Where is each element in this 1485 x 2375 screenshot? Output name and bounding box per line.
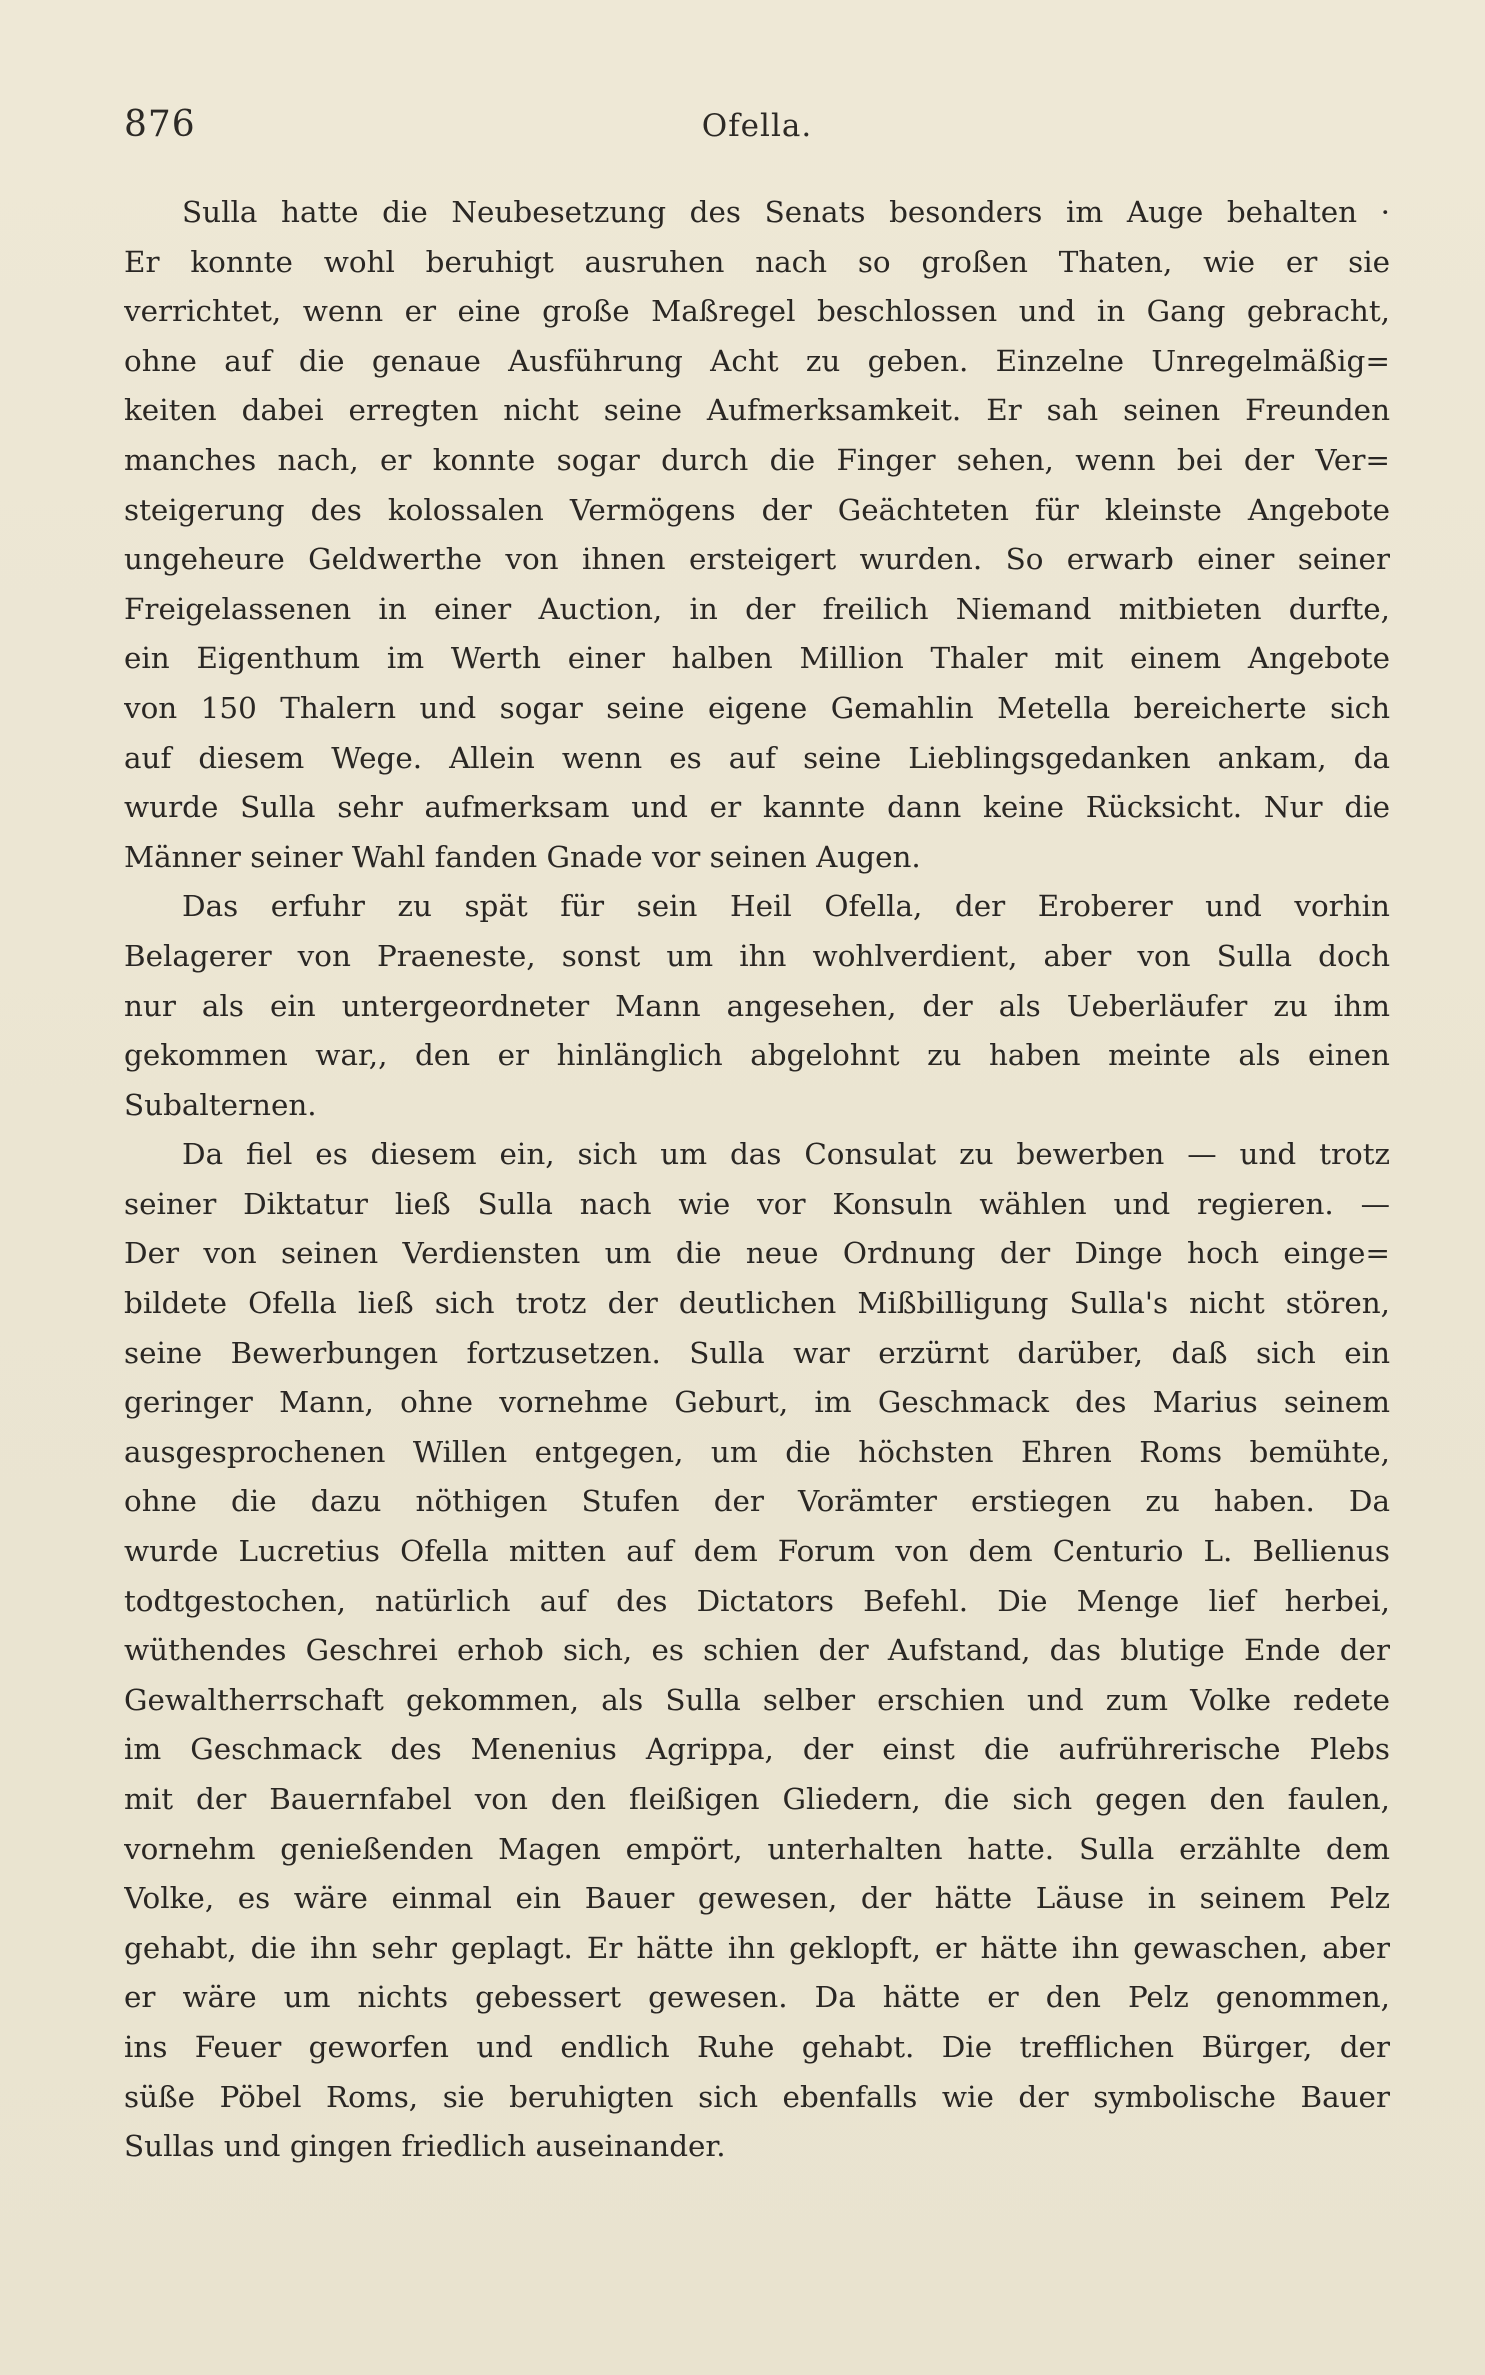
text-line: bildete Ofella ließ sich trotz der deutlichen Mißbilligung Sulla's nicht stören, bbox=[124, 1286, 1390, 1321]
page-number: 876 bbox=[124, 104, 196, 145]
text-line: ins Feuer geworfen und endlich Ruhe gehabt. Die trefflichen Bürger, der bbox=[124, 2029, 1390, 2064]
text-line: im Geschmack des Menenius Agrippa, der einst die aufrührerische Plebs bbox=[124, 1732, 1390, 1767]
text-line: Der von seinen Verdiensten um die neue Ordnung der Dinge hoch einge= bbox=[124, 1236, 1390, 1271]
text-line: wurde Sulla sehr aufmerksam und er kannte dann keine Rücksicht. Nur die bbox=[124, 790, 1390, 825]
page-header bbox=[124, 104, 1390, 164]
text-line: von 150 Thalern und sogar seine eigene Gemahlin Metella bereicherte sich bbox=[124, 690, 1390, 725]
text-line: keiten dabei erregten nicht seine Aufmerksamkeit. Er sah seinen Freunden bbox=[124, 393, 1390, 428]
text-line: er wäre um nichts gebessert gewesen. Da hätte er den Pelz genommen, bbox=[124, 1980, 1390, 2015]
text-line: mit der Bauernfabel von den fleißigen Gliedern, die sich gegen den faulen, bbox=[124, 1782, 1390, 1816]
text-line: Belagerer von Praeneste, sonst um ihn wohlverdient, aber von Sulla doch bbox=[124, 938, 1390, 973]
text-line: auf diesem Wege. Allein wenn es auf seine Lieblingsgedanken ankam, da bbox=[124, 740, 1390, 775]
text-line: ausgesprochenen Willen entgegen, um die höchsten Ehren Roms bemühte, bbox=[124, 1434, 1390, 1469]
text-line: ungeheure Geldwerthe von ihnen ersteigert wurden. So erwarb einer seiner bbox=[124, 542, 1390, 577]
text-line: Subalternen. bbox=[124, 1087, 317, 1122]
body-text bbox=[124, 188, 1390, 2172]
text-line: Freigelassenen in einer Auction, in der freilich Niemand mitbieten durfte, bbox=[124, 591, 1390, 626]
text-line: geringer Mann, ohne vornehme Geburt, im Geschmack des Marius seinem bbox=[124, 1385, 1390, 1420]
text-line: seiner Diktatur ließ Sulla nach wie vor Konsuln wählen und regieren. — bbox=[124, 1186, 1390, 1221]
text-line: ohne auf die genaue Ausführung Acht zu geben. Einzelne Unregelmäßig= bbox=[124, 343, 1390, 378]
paragraph-1 bbox=[124, 188, 1390, 882]
text-line: todtgestochen, natürlich auf des Dictators Befehl. Die Menge lief herbei, bbox=[124, 1583, 1390, 1618]
text-line: Gewaltherrschaft gekommen, als Sulla selber erschien und zum Volke redete bbox=[124, 1682, 1390, 1717]
text-line: wüthendes Geschrei erhob sich, es schien der Aufstand, das blutige Ende der bbox=[124, 1633, 1390, 1668]
text-line: wurde Lucretius Ofella mitten auf dem Forum von dem Centurio L. Bellienus bbox=[124, 1534, 1390, 1569]
text-line: verrichtet, wenn er eine große Maßregel beschlossen und in Gang gebracht, bbox=[124, 294, 1390, 329]
text-line: Volke, es wäre einmal ein Bauer gewesen, der hätte Läuse in seinem Pelz bbox=[124, 1881, 1390, 1916]
text-line: vornehm genießenden Magen empört, unterhalten hatte. Sulla erzählte dem bbox=[124, 1831, 1390, 1866]
text-line: gehabt, die ihn sehr geplagt. Er hätte ihn geklopft, er hätte ihn gewaschen, aber bbox=[124, 1930, 1390, 1965]
running-title: Ofella. bbox=[701, 108, 813, 144]
text-line: Sullas und gingen friedlich auseinander. bbox=[124, 2129, 726, 2164]
text-line: Sulla hatte die Neubesetzung des Senats besonders im Auge behalten · bbox=[182, 195, 1390, 229]
text-line: ein Eigenthum im Werth einer halben Million Thaler mit einem Angebote bbox=[124, 641, 1390, 676]
text-line: gekommen war,, den er hinlänglich abgelohnt zu haben meinte als einen bbox=[124, 1038, 1390, 1073]
text-line: Da fiel es diesem ein, sich um das Consulat zu bewerben — und trotz bbox=[182, 1137, 1390, 1172]
text-line: Männer seiner Wahl fanden Gnade vor seinen Augen. bbox=[124, 839, 921, 874]
text-line: nur als ein untergeordneter Mann angesehen, der als Ueberläufer zu ihm bbox=[124, 988, 1390, 1023]
text-line: ohne die dazu nöthigen Stufen der Vorämter erstiegen zu haben. Da bbox=[124, 1484, 1390, 1519]
text-line: Das erfuhr zu spät für sein Heil Ofella, der Eroberer und vorhin bbox=[182, 889, 1390, 924]
text-line: seine Bewerbungen fortzusetzen. Sulla war erzürnt darüber, daß sich ein bbox=[124, 1335, 1390, 1370]
text-line: steigerung des kolossalen Vermögens der Geächteten für kleinste Angebote bbox=[124, 492, 1390, 527]
text-line: süße Pöbel Roms, sie beruhigten sich ebenfalls wie der symbolische Bauer bbox=[124, 2079, 1390, 2114]
text-line: manches nach, er konnte sogar durch die Finger sehen, wenn bei der Ver= bbox=[124, 442, 1390, 477]
paragraph-2 bbox=[124, 882, 1390, 1130]
text-line: Er konnte wohl beruhigt ausruhen nach so großen Thaten, wie er sie bbox=[124, 244, 1390, 279]
paragraph-3 bbox=[124, 1130, 1390, 2171]
